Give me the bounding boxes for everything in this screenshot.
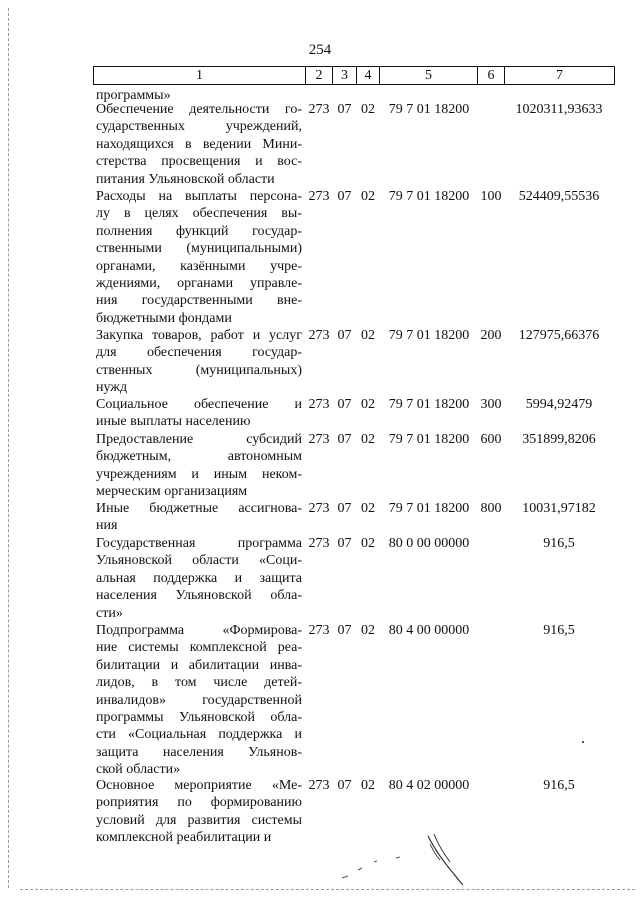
row-c7: 5994,92479 [525,397,593,412]
row-name-line: бюджетными фондами [96,310,232,326]
row-c4: 02 [361,328,375,343]
row-name-line: для обеспечения государ- [96,345,302,361]
row-name-line: ния государственными вне- [96,293,302,309]
row-c5: 79 7 01 18200 [388,432,470,447]
row-c4: 02 [361,536,375,551]
table-row [0,431,640,501]
row-c7: 524409,55536 [518,189,600,204]
row-name-line: нужд [96,380,128,396]
row-name-line: учреждениям и иным неком- [96,466,302,482]
row-name-line: Иные бюджетные ассигнова- [96,501,302,516]
row-name-line: бюджетным, автономным [96,449,302,465]
row-c4: 02 [361,189,375,204]
table-row [0,327,640,397]
row-name-line: ния [96,518,118,534]
row-c7: 1020311,93633 [515,102,603,117]
row-c3: 07 [337,189,352,204]
row-name-line: альная поддержка и защита [96,570,302,586]
row-name-line: населения Ульяновской обла- [96,588,302,604]
row-c7: 916,5 [543,536,575,551]
row-c4: 02 [361,397,375,412]
row-name-line: ской области» [96,762,181,778]
row-c4: 02 [361,501,375,516]
row-name-line: сти» [96,605,123,621]
row-name-line: стерства просвещения и вос- [96,154,302,170]
table-row [0,101,640,188]
row-c5: 79 7 01 18200 [388,397,470,412]
header-col-5: 5 [380,67,478,85]
row-c2: 273 [308,328,330,343]
table-row [0,188,640,327]
row-c5: 79 7 01 18200 [388,501,470,516]
row-c5: 80 4 00 00000 [388,623,470,638]
header-col-3: 3 [333,67,357,85]
row-name [96,431,302,501]
row-c2: 273 [308,397,330,412]
row-c7: 916,5 [543,778,575,793]
row-c3: 07 [337,102,352,117]
row-c2: 273 [308,432,330,447]
row-name [96,622,302,779]
row-c5: 79 7 01 18200 [388,189,470,204]
row-name-line: Основное мероприятие «Ме- [96,778,302,793]
row-name-line: ственными (муниципальными) [96,241,302,257]
row-name-line: ние системы комплексной реа- [96,640,302,656]
row-c7: 127975,66376 [518,328,600,343]
row-name [96,101,302,188]
row-c3: 07 [337,328,352,343]
row-name [96,396,302,431]
row-c4: 02 [361,623,375,638]
row-name-line: ственных (муниципальных) [96,362,302,378]
row-c6: 200 [480,328,502,343]
row-name-line: комплексной реабилитации и [96,830,272,846]
table-row [0,535,640,622]
row-c3: 07 [337,432,352,447]
row-name-line: Расходы на выплаты персона- [96,189,302,204]
row-name-line: питания Ульяновской области [96,171,275,187]
row-name-line: полнения функций государ- [96,223,302,239]
header-col-6: 6 [478,67,505,85]
row-name [96,535,302,622]
row-name-line: условий для развития системы [96,812,302,828]
row-c6: 600 [480,432,502,447]
row-c5: 80 4 02 00000 [388,778,470,793]
row-name-line: роприятия по формированию [96,795,302,811]
row-name [96,327,302,397]
row-name-line: лу в целях обеспечения вы- [96,206,302,222]
row-name-line: Государственная программа [96,536,302,551]
row-c3: 07 [337,397,352,412]
row-c4: 02 [361,432,375,447]
row-c2: 273 [308,623,330,638]
header-col-1: 1 [94,67,306,85]
row-c2: 273 [308,102,330,117]
row-name-line: Обеспечение деятельности го- [96,102,302,117]
row-name-line: билитации и абилитации инва- [96,657,302,673]
row-c6: 300 [480,397,502,412]
row-name-line: Закупка товаров, работ и услуг [96,328,302,343]
row-name-line: органами, казёнными учре- [96,258,302,274]
row-c2: 273 [308,501,330,516]
row-c4: 02 [361,778,375,793]
table-row [0,396,640,431]
header-col-4: 4 [357,67,380,85]
row-c6: 100 [480,189,502,204]
row-c3: 07 [337,778,352,793]
header-col-2: 2 [306,67,333,85]
table-row [0,622,640,779]
row-name [96,777,302,847]
row-name-line: лидов, в том числе детей- [96,675,302,691]
row-name-line: ждениями, органами управле- [96,276,302,292]
row-c3: 07 [337,501,352,516]
row-c5: 80 0 00 00000 [388,536,470,551]
row-c2: 273 [308,536,330,551]
row-c5: 79 7 01 18200 [388,328,470,343]
page-number: 254 [308,42,332,58]
stray-mark [582,741,584,743]
row-name-line: сударственных учреждений, [96,119,302,135]
row-name-line: защита населения Ульянов- [96,744,302,760]
row-name-line: программы» [96,88,171,103]
row-c2: 273 [308,189,330,204]
table-row [0,777,640,847]
row-name-line: находящихся в ведении Мини- [96,136,302,152]
header-col-7: 7 [505,67,615,85]
row-name [96,188,302,327]
handwritten-mark [330,830,470,890]
row-c4: 02 [361,102,375,117]
row-c2: 273 [308,778,330,793]
row-name [96,500,302,535]
row-c5: 79 7 01 18200 [388,102,470,117]
row-c3: 07 [337,623,352,638]
row-name-line: программы Ульяновской обла- [96,710,302,726]
row-c6: 800 [480,501,502,516]
row-name-line: мерческим организациям [96,484,248,500]
row-name-line: Подпрограмма «Формирова- [96,623,302,638]
row-c3: 07 [337,536,352,551]
row-name-line: Ульяновской области «Соци- [96,553,302,569]
row-c7: 916,5 [543,623,575,638]
row-name-line: инвалидов» государственной [96,692,302,708]
row-name-line: Предоставление субсидий [96,432,302,447]
row-name-line: Социальное обеспечение и [96,397,302,412]
table-row [0,500,640,535]
row-name-line: сти «Социальная поддержка и [96,727,302,743]
row-c7: 10031,97182 [522,501,596,516]
row-name-line: иные выплаты населению [96,414,251,430]
row-c7: 351899,8206 [522,432,596,447]
